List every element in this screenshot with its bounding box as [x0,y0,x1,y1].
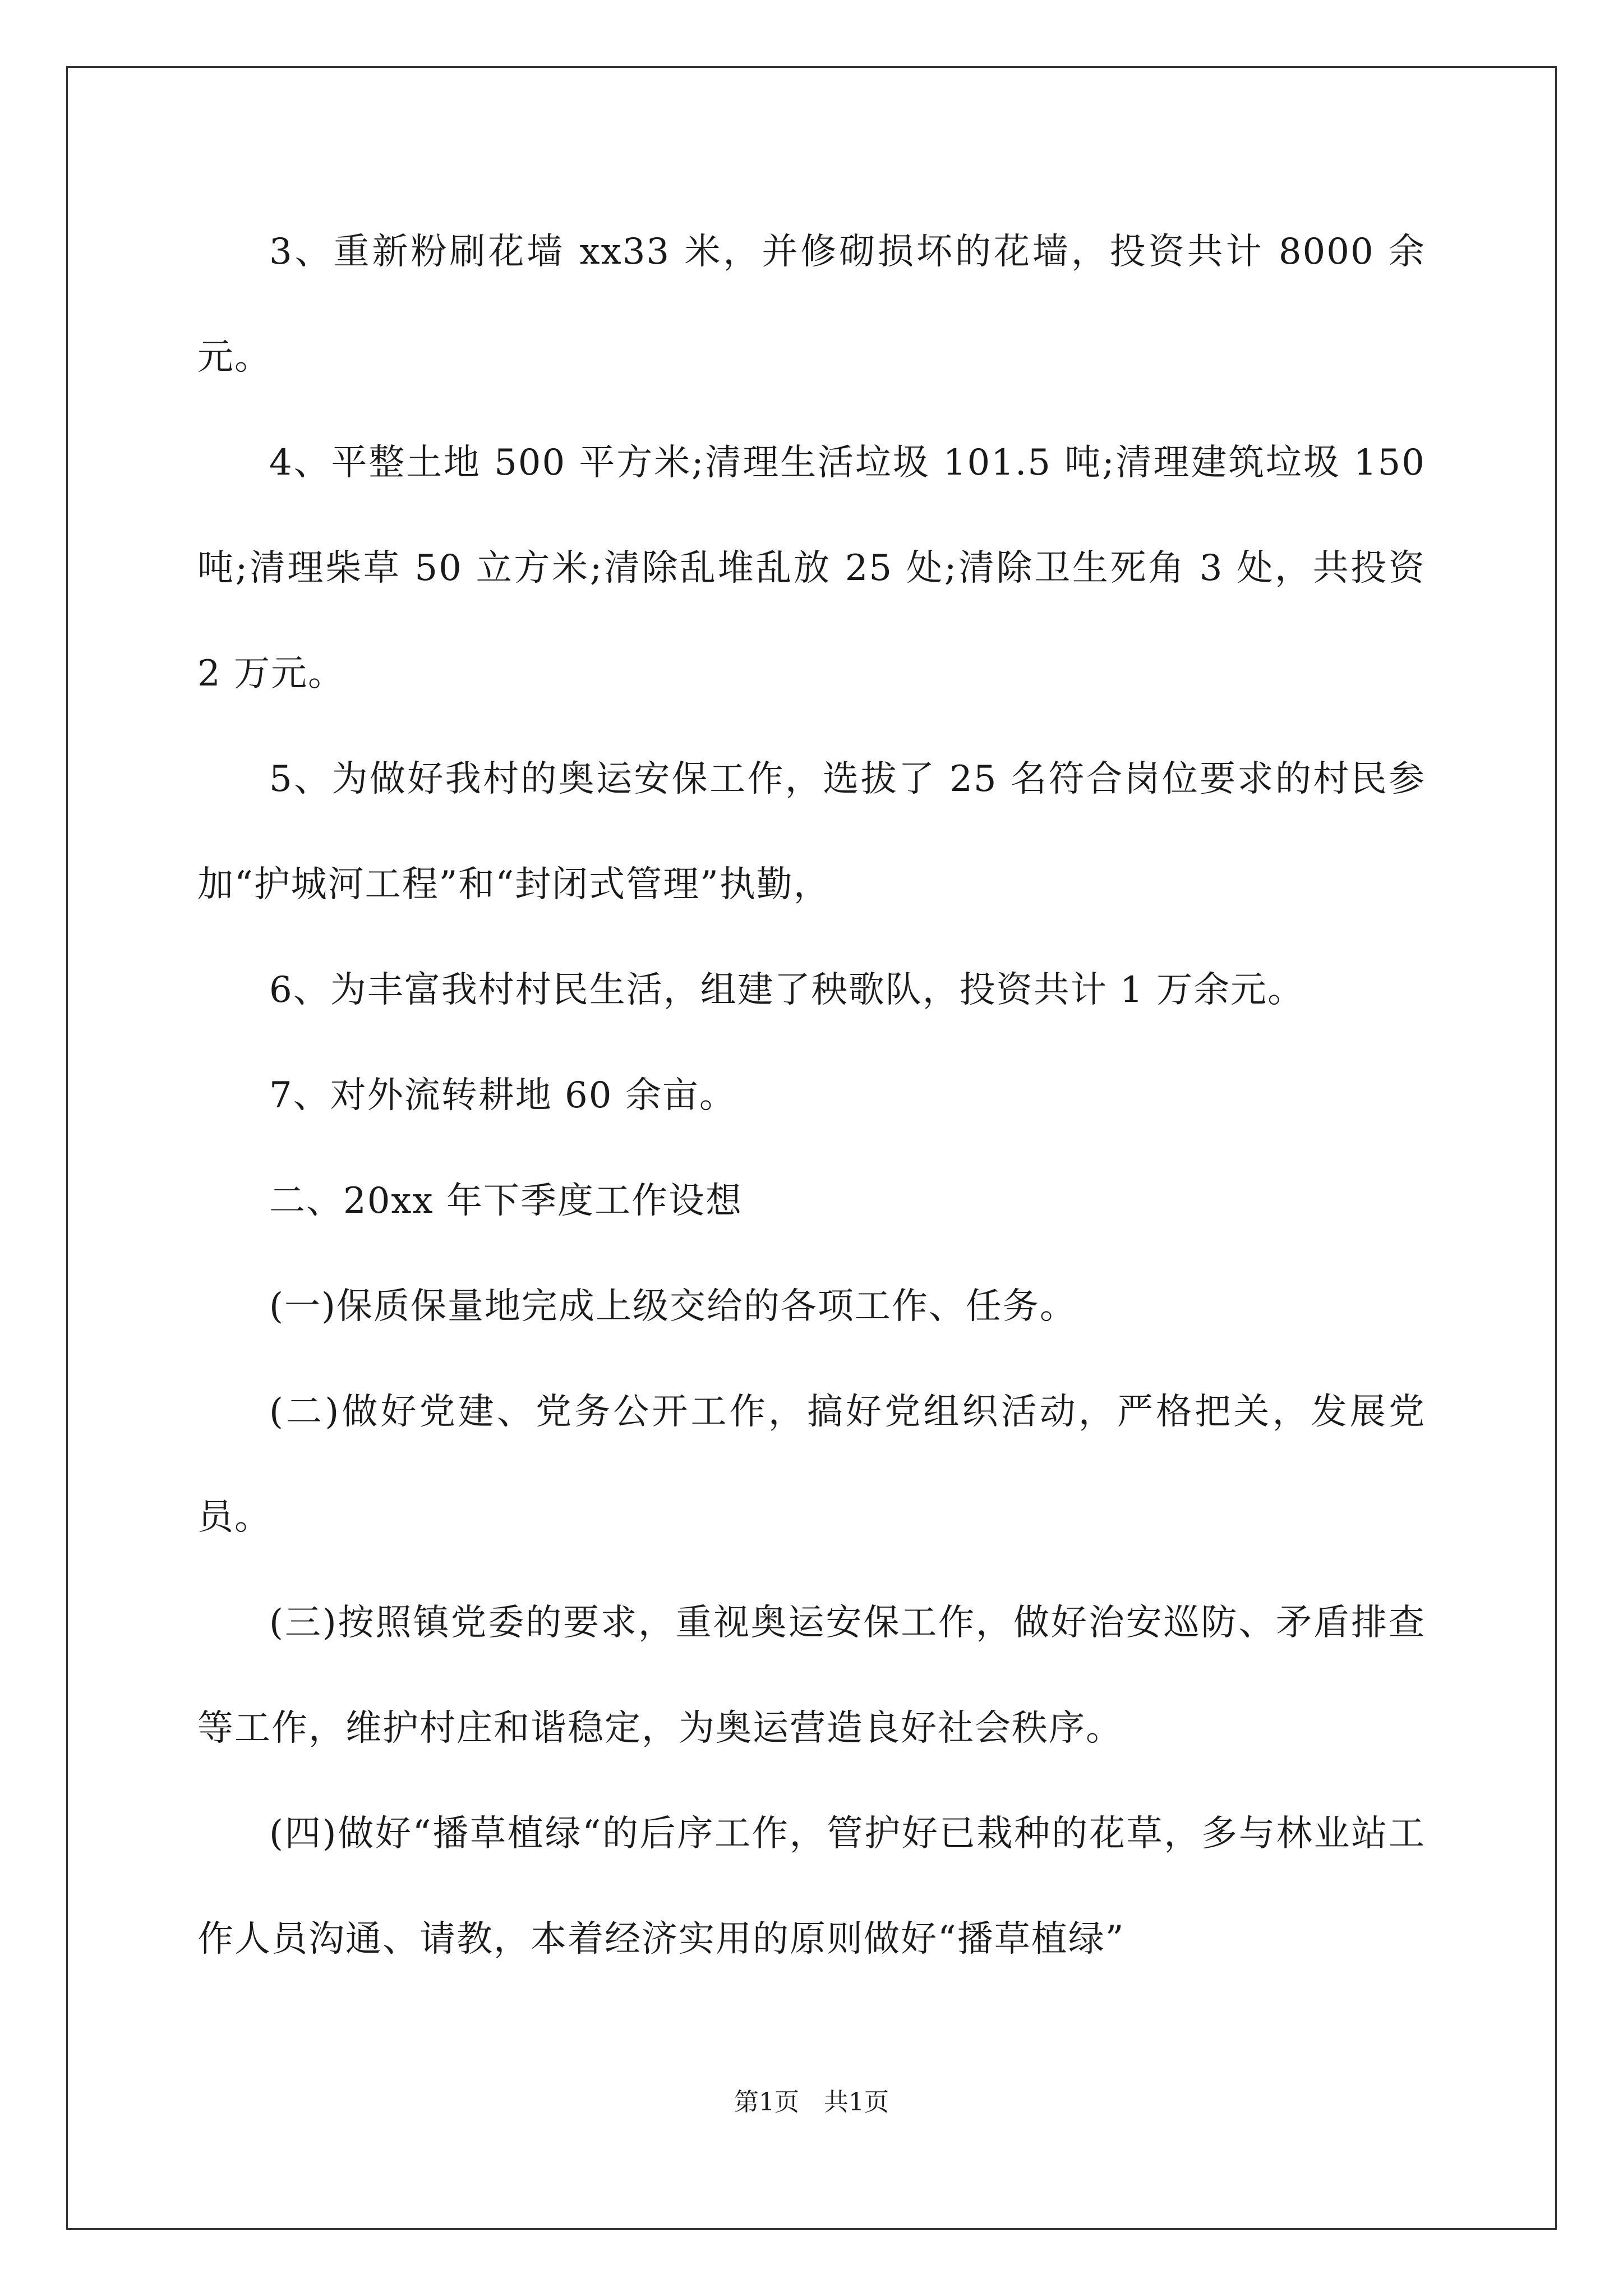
plan-item-1: (一)保质保量地完成上级交给的各项工作、任务。 [269,1286,1077,1327]
paragraph-item-4: 4、平整土地 500 平方米;清理生活垃圾 101.5 吨;清理建筑垃圾 150 吨;清理柴草 50 立方米;清除乱堆乱放 25 处;清除卫生死角 3 处，共投资 2 万元。 [197,442,1426,694]
page-total: 共1页 [824,2088,889,2116]
plan-item-3: (三)按照镇党委的要求，重视奥运安保工作，做好治安巡防、矛盾排查等工作，维护村庄和谐稳定，为奥运营造良好社会秩序。 [197,1602,1426,1749]
document-body [197,199,1426,1992]
paragraph-item-3: 3、重新粉刷花墙 xx33 米，并修砌损坏的花墙，投资共计 8000 余元。 [197,231,1426,378]
section-heading-2: 二、20xx 年下季度工作设想 [269,1180,743,1222]
paragraph-item-6: 6、为丰富我村村民生活，组建了秧歌队，投资共计 1 万余元。 [269,969,1305,1011]
page-footer [0,2086,1623,2119]
plan-item-4: (四)做好“播草植绿“的后序工作，管护好已栽种的花草，多与林业站工作人员沟通、请教，本着经济实用的原则做好“播草植绿” [197,1813,1426,1960]
paragraph-item-7: 7、对外流转耕地 60 余亩。 [269,1075,736,1116]
plan-item-2: (二)做好党建、党务公开工作，搞好党组织活动，严格把关，发展党员。 [197,1391,1426,1538]
paragraph-item-5: 5、为做好我村的奥运安保工作，选拔了 25 名符合岗位要求的村民参加“护城河工程”和“封闭式管理”执勤， [197,758,1426,905]
page-number: 第1页 [734,2088,799,2116]
